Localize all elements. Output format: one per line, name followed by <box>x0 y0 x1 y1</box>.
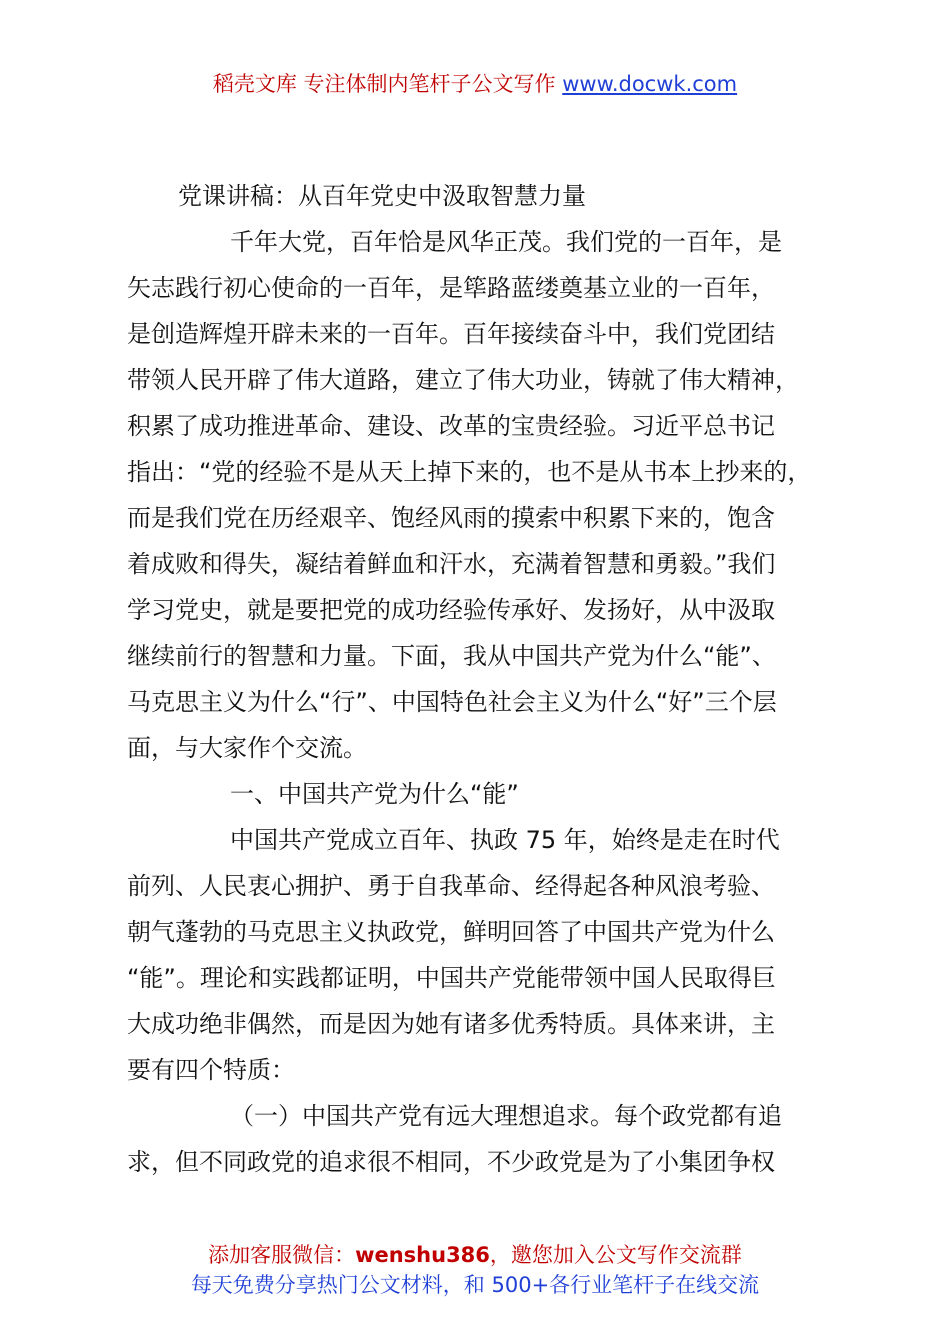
body-line: 大成功绝非偶然，而是因为她有诸多优秀特质。具体来讲，主 <box>127 1010 775 1038</box>
section-heading: 一、中国共产党为什么“能” <box>230 780 519 808</box>
body-line: 积累了成功推进革命、建设、改革的宝贵经验。习近平总书记 <box>127 412 775 440</box>
body-line: 要有四个特质： <box>127 1056 295 1084</box>
body-line: 马克思主义为什么“行”、中国特色社会主义为什么“好”三个层 <box>127 688 777 716</box>
document-title: 党课讲稿：从百年党史中汲取智慧力量 <box>178 182 586 210</box>
body-line: 学习党史，就是要把党的成功经验传承好、发扬好，从中汲取 <box>127 596 775 624</box>
body-line: 千年大党，百年恰是风华正茂。我们党的一百年，是 <box>230 228 782 256</box>
body-line: “能”。理论和实践都证明，中国共产党能带领中国人民取得巨 <box>127 964 776 992</box>
body-line: 着成败和得失，凝结着鲜血和汗水，充满着智慧和勇毅。”我们 <box>127 550 776 578</box>
watermark-header <box>0 68 950 100</box>
body-line: 而是我们党在历经艰辛、饱经风雨的摸索中积累下来的，饱含 <box>127 504 775 532</box>
body-line: 带领人民开辟了伟大道路，建立了伟大功业，铸就了伟大精神， <box>127 366 799 394</box>
body-line: 求，但不同政党的追求很不相同，不少政党是为了小集团争权 <box>127 1148 775 1176</box>
footer-suffix: ，邀您加入公文写作交流群 <box>489 1243 742 1267</box>
wechat-id: wenshu386 <box>355 1243 490 1267</box>
footer-prefix: 添加客服微信： <box>208 1243 356 1267</box>
body-line: 矢志践行初心使命的一百年，是筚路蓝缕奠基立业的一百年， <box>127 274 775 302</box>
body-line: 前列、人民衷心拥护、勇于自我革命、经得起各种风浪考验、 <box>127 872 775 900</box>
body-line: 朝气蓬勃的马克思主义执政党，鲜明回答了中国共产党为什么 <box>127 918 775 946</box>
body-line: 是创造辉煌开辟未来的一百年。百年接续奋斗中，我们党团结 <box>127 320 775 348</box>
site-link[interactable]: www.docwk.com <box>562 72 738 96</box>
footer-promo: 每天免费分享热门公文材料，和 500+各行业笔杆子在线交流 <box>190 1273 760 1297</box>
body-line: 指出：“党的经验不是从天上掉下来的，也不是从书本上抄来的， <box>127 458 812 486</box>
brand-slogan: 稻壳文库 专注体制内笔杆子公文写作 <box>212 72 563 96</box>
subsection-heading: （一）中国共产党有远大理想追求。每个政党都有追 <box>230 1102 782 1130</box>
body-line: 继续前行的智慧和力量。下面，我从中国共产党为什么“能”、 <box>127 642 776 670</box>
body-line: 面，与大家作个交流。 <box>127 734 367 762</box>
footer-contact <box>0 1240 950 1270</box>
body-line: 中国共产党成立百年、执政 75 年，始终是走在时代 <box>230 826 780 854</box>
